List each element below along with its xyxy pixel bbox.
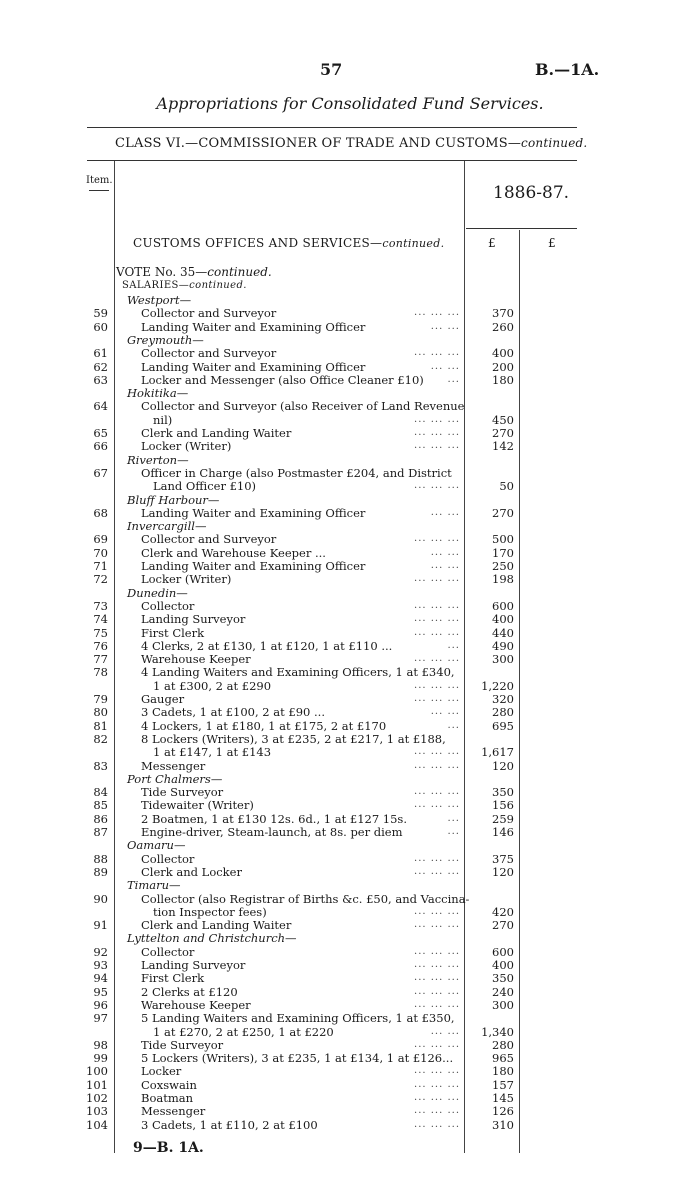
item-description: 8 Lockers (Writers), 3 at £235, 2 at £217, 1 at £188, [141, 731, 446, 746]
item-description: Collector [141, 598, 195, 613]
leader-dots: ... [447, 812, 460, 824]
table-row [0, 1038, 700, 1052]
amount-value: 1,617 [481, 745, 514, 760]
table-row [0, 1104, 700, 1118]
amount-value: 600 [492, 598, 514, 613]
leader-dots: ... ... ... [414, 427, 460, 438]
page-number: 57 [320, 60, 343, 79]
amount-value: 260 [492, 319, 514, 334]
item-number: 88 [93, 851, 108, 866]
item-number: 103 [86, 1104, 108, 1119]
location-heading [0, 838, 700, 852]
table-row [0, 1064, 700, 1078]
item-description: 4 Landing Waiters and Examining Officers, 1 at £340, [141, 665, 455, 680]
leader-dots: ... ... ... [414, 759, 460, 771]
leader-dots: ... [447, 373, 460, 385]
item-description: Locker (Writer) [141, 572, 232, 587]
item-number: 78 [93, 665, 108, 680]
location-name: Bluff Harbour— [127, 492, 220, 507]
amount-value: 146 [492, 825, 514, 839]
amount-value: 180 [492, 372, 514, 387]
pound-sign-col1: £ [488, 236, 496, 250]
item-description: nil) [153, 412, 173, 427]
table-row [0, 732, 700, 746]
leader-dots: ... ... [430, 506, 460, 518]
item-description: Collector and Surveyor [141, 346, 277, 361]
leader-dots: ... ... ... [414, 852, 460, 864]
item-number: 96 [93, 997, 108, 1012]
top-rule [87, 127, 577, 128]
item-description: Clerk and Locker [141, 864, 242, 879]
item-description: First Clerk [141, 971, 205, 986]
item-number: 75 [93, 625, 108, 640]
item-description: Engine-driver, Steam-launch, at 8s. per diem [141, 825, 403, 839]
amount-value: 198 [492, 572, 514, 587]
amount-value: 157 [492, 1077, 514, 1092]
item-description: Coxswain [141, 1077, 197, 1092]
item-description: 4 Clerks, 2 at £130, 1 at £120, 1 at £110 ... [141, 638, 393, 653]
item-description: Collector (also Registrar of Births &c. £50, and Vaccina- [141, 891, 470, 906]
leader-dots: ... ... ... [414, 1065, 460, 1077]
item-description: Locker (Writer) [141, 439, 232, 454]
leader-dots: ... ... ... [414, 613, 460, 625]
amount-value: 170 [492, 545, 514, 560]
item-description: Landing Surveyor [141, 612, 246, 627]
item-number: 67 [93, 465, 108, 480]
amount-value: 370 [492, 306, 514, 321]
table-row [0, 705, 700, 719]
item-description: 1 at £300, 2 at £290 [153, 678, 272, 693]
item-number: 82 [93, 731, 108, 746]
table-row [0, 998, 700, 1012]
leader-dots: ... ... ... [414, 959, 460, 970]
amount-value: 600 [492, 944, 514, 959]
signature-mark: 9—B. 1A. [133, 1140, 204, 1156]
item-description: 2 Boatmen, 1 at £130 12s. 6d., 1 at £127 15s. [141, 811, 407, 826]
item-description: Landing Waiter and Examining Officer [141, 359, 366, 374]
leader-dots: ... ... ... [414, 307, 460, 319]
item-header-underline [89, 190, 109, 191]
item-number: 60 [93, 319, 108, 334]
item-number: 91 [93, 918, 108, 933]
item-number: 73 [93, 598, 108, 613]
item-description: 1 at £147, 1 at £143 [153, 745, 272, 760]
table-row [0, 905, 700, 919]
item-description: Collector and Surveyor [141, 306, 277, 321]
leader-dots: ... ... ... [414, 573, 460, 585]
table-row [0, 1091, 700, 1105]
item-number: 98 [93, 1037, 108, 1052]
item-description: Collector and Surveyor (also Receiver of Land Revenue [141, 399, 465, 414]
table-row [0, 559, 700, 573]
leader-dots: ... ... ... [414, 599, 460, 611]
table-row [0, 373, 700, 387]
amount-value: 500 [492, 532, 514, 547]
table-row [0, 320, 700, 334]
item-description: Messenger [141, 758, 206, 773]
item-number: 68 [93, 505, 108, 520]
amount-value: 280 [492, 1037, 514, 1052]
table-row [0, 479, 700, 493]
item-description: Warehouse Keeper [141, 997, 251, 1012]
leader-dots: ... ... ... [414, 905, 460, 917]
amount-value: 300 [492, 652, 514, 667]
location-heading [0, 333, 700, 347]
amount-value: 1,340 [481, 1024, 514, 1039]
item-description: Gauger [141, 692, 185, 706]
location-heading [0, 931, 700, 945]
amount-value: 259 [492, 811, 514, 826]
location-name: Oamaru— [127, 838, 186, 853]
table-row [0, 852, 700, 866]
table-row [0, 719, 700, 733]
leader-dots: ... ... ... [414, 1078, 460, 1090]
item-number: 69 [93, 532, 108, 547]
item-description: Collector [141, 944, 195, 959]
item-description: tion Inspector fees) [153, 904, 267, 919]
amount-value: 400 [492, 612, 514, 627]
location-name: Timaru— [127, 878, 181, 893]
leader-dots: ... ... ... [414, 746, 460, 758]
item-description: Landing Waiter and Examining Officer [141, 319, 366, 334]
item-description: Landing Waiter and Examining Officer [141, 559, 366, 573]
amount-value: 180 [492, 1064, 514, 1079]
item-number: 79 [93, 692, 108, 706]
item-number: 99 [93, 1051, 108, 1066]
table-row [0, 985, 700, 999]
item-description: Messenger [141, 1104, 206, 1119]
amount-value: 375 [492, 851, 514, 866]
item-number: 101 [86, 1077, 108, 1092]
item-description: Clerk and Warehouse Keeper ... [141, 545, 326, 560]
table-row [0, 798, 700, 812]
leader-dots: ... ... ... [414, 1038, 460, 1050]
table-row [0, 413, 700, 427]
amount-value: 320 [492, 692, 514, 706]
item-description: Land Officer £10) [153, 479, 257, 494]
item-number: 87 [93, 825, 108, 839]
item-column-header: Item. [86, 175, 113, 186]
amount-value: 350 [492, 971, 514, 986]
item-description: Tide Surveyor [141, 785, 224, 800]
location-heading [0, 453, 700, 467]
item-number: 59 [93, 306, 108, 321]
item-number: 76 [93, 638, 108, 653]
class-heading-cont: continued. [521, 136, 588, 150]
item-description: Warehouse Keeper [141, 652, 251, 667]
location-name: Lyttelton and Christchurch— [127, 931, 297, 946]
amount-value: 126 [492, 1104, 514, 1119]
leader-dots: ... ... ... [414, 786, 460, 798]
item-number: 77 [93, 652, 108, 667]
salaries-text: SALARIES— [122, 280, 190, 291]
section-heading [133, 236, 444, 250]
item-number: 97 [93, 1011, 108, 1026]
amount-value: 50 [499, 479, 514, 494]
leader-dots: ... ... ... [414, 799, 460, 811]
item-number: 85 [93, 798, 108, 813]
item-description: Collector and Surveyor [141, 532, 277, 547]
location-name: Greymouth— [127, 332, 204, 347]
table-row [0, 626, 700, 640]
leader-dots: ... ... ... [414, 865, 460, 877]
item-description: Landing Waiter and Examining Officer [141, 505, 366, 520]
item-description: Tidewaiter (Writer) [141, 798, 254, 813]
leader-dots: ... ... [430, 360, 460, 372]
item-description: 2 Clerks at £120 [141, 984, 238, 999]
item-description: Locker [141, 1064, 182, 1079]
document-code: B.—1A. [535, 60, 600, 79]
item-description: Collector [141, 851, 195, 866]
salaries-heading [122, 280, 247, 291]
amount-value: 965 [492, 1051, 514, 1066]
location-heading [0, 519, 700, 533]
table-row [0, 958, 700, 972]
location-heading [0, 493, 700, 507]
vote-heading [116, 265, 272, 279]
leader-dots: ... [447, 719, 460, 731]
year-column-header: 1886-87. [493, 183, 570, 203]
leader-dots: ... ... [430, 320, 460, 332]
table-row [0, 865, 700, 879]
table-row [0, 546, 700, 560]
leader-dots: ... ... ... [414, 653, 460, 665]
location-heading [0, 772, 700, 786]
leader-dots: ... ... ... [414, 919, 460, 931]
section-heading-cont: continued. [382, 237, 445, 250]
item-number: 63 [93, 372, 108, 387]
amount-value: 156 [492, 798, 514, 813]
item-description: 3 Cadets, 1 at £110, 2 at £100 [141, 1117, 318, 1132]
item-description: Boatman [141, 1091, 194, 1105]
item-number: 80 [93, 705, 108, 720]
class-heading-text: CLASS VI.—COMMISSIONER OF TRADE AND CUSTOMS— [115, 136, 522, 151]
amount-value: 200 [492, 359, 514, 374]
location-name: Westport— [127, 293, 192, 307]
item-description: 1 at £270, 2 at £250, 1 at £220 [153, 1024, 334, 1039]
leader-dots: ... ... ... [414, 972, 460, 984]
item-number: 93 [93, 958, 108, 972]
table-row [0, 346, 700, 360]
table-row [0, 971, 700, 985]
leader-dots: ... [447, 639, 460, 651]
amount-value: 1,220 [481, 678, 514, 693]
amount-value: 695 [492, 718, 514, 733]
leader-dots: ... ... ... [414, 413, 460, 425]
leader-dots: ... ... ... [414, 1092, 460, 1103]
item-number: 84 [93, 785, 108, 800]
table-row [0, 360, 700, 374]
table-row [0, 1118, 700, 1132]
location-name: Invercargill— [127, 519, 207, 534]
item-number: 92 [93, 944, 108, 959]
table-row [0, 306, 700, 320]
table-row [0, 945, 700, 959]
item-description: 3 Cadets, 1 at £100, 2 at £90 ... [141, 705, 325, 720]
table-row [0, 639, 700, 653]
item-number: 94 [93, 971, 108, 986]
leader-dots: ... ... ... [414, 533, 460, 545]
amount-value: 450 [492, 412, 514, 427]
section-heading-text: CUSTOMS OFFICES AND SERVICES— [133, 236, 383, 250]
table-row [0, 665, 700, 679]
amount-value: 280 [492, 705, 514, 720]
item-description: Clerk and Landing Waiter [141, 918, 292, 933]
leader-dots: ... ... [430, 560, 460, 571]
table-row [0, 572, 700, 586]
item-description: Clerk and Landing Waiter [141, 426, 292, 440]
amount-value: 310 [492, 1117, 514, 1132]
amount-value: 440 [492, 625, 514, 640]
item-number: 70 [93, 545, 108, 560]
item-number: 104 [86, 1117, 108, 1132]
location-heading [0, 586, 700, 600]
table-row [0, 1078, 700, 1092]
table-row [0, 1011, 700, 1025]
table-row [0, 692, 700, 706]
class-heading [115, 136, 587, 151]
item-number: 90 [93, 891, 108, 906]
vote-cont: continued. [207, 265, 272, 279]
table-row [0, 506, 700, 520]
item-number: 71 [93, 559, 108, 573]
item-number: 66 [93, 439, 108, 454]
leader-dots: ... ... ... [414, 347, 460, 359]
amount-value: 250 [492, 559, 514, 573]
leader-dots: ... ... ... [414, 998, 460, 1010]
location-heading [0, 293, 700, 307]
item-number: 65 [93, 426, 108, 440]
table-row [0, 1051, 700, 1065]
table-row [0, 679, 700, 693]
location-name: Port Chalmers— [127, 771, 223, 786]
item-description: First Clerk [141, 625, 205, 640]
table-row [0, 812, 700, 826]
item-number: 61 [93, 346, 108, 361]
table-row [0, 785, 700, 799]
leader-dots: ... ... ... [414, 1105, 460, 1117]
item-number: 102 [86, 1091, 108, 1105]
table-row [0, 466, 700, 480]
amount-value: 120 [492, 758, 514, 773]
amount-value: 400 [492, 958, 514, 972]
leader-dots: ... ... ... [414, 945, 460, 957]
item-description: Officer in Charge (also Postmaster £204, and District [141, 465, 452, 480]
item-number: 89 [93, 864, 108, 879]
leader-dots: ... ... [430, 706, 460, 718]
pound-sign-col2: £ [548, 236, 556, 250]
amount-value: 400 [492, 346, 514, 361]
amount-value: 270 [492, 505, 514, 520]
table-row [0, 745, 700, 759]
table-row [0, 1025, 700, 1039]
location-heading [0, 878, 700, 892]
location-heading [0, 386, 700, 400]
amount-value: 350 [492, 785, 514, 800]
amount-value: 142 [492, 439, 514, 454]
table-row [0, 825, 700, 839]
item-number: 86 [93, 811, 108, 826]
table-row [0, 439, 700, 453]
item-number: 83 [93, 758, 108, 773]
item-number: 64 [93, 399, 108, 414]
leader-dots: ... ... ... [414, 626, 460, 638]
leader-dots: ... ... ... [414, 480, 460, 492]
item-description: 5 Lockers (Writers), 3 at £235, 1 at £134, 1 at £126... [141, 1051, 454, 1066]
page-title: Appropriations for Consolidated Fund Services. [156, 94, 544, 113]
item-number: 81 [93, 718, 108, 733]
amount-value: 420 [492, 904, 514, 919]
item-number: 100 [86, 1064, 108, 1079]
table-row [0, 759, 700, 773]
table-row [0, 918, 700, 932]
table-row [0, 532, 700, 546]
table-row [0, 612, 700, 626]
year-header-rule [466, 228, 577, 229]
item-description: 5 Landing Waiters and Examining Officers, 1 at £350, [141, 1011, 455, 1026]
item-number: 62 [93, 359, 108, 374]
item-description: Tide Surveyor [141, 1037, 224, 1052]
location-name: Dunedin— [127, 585, 188, 600]
leader-dots: ... [447, 826, 460, 837]
leader-dots: ... ... ... [414, 1118, 460, 1130]
amount-value: 300 [492, 997, 514, 1012]
item-description: Locker and Messenger (also Office Cleaner £10) [141, 372, 424, 387]
item-number: 74 [93, 612, 108, 627]
table-row [0, 652, 700, 666]
item-number: 95 [93, 984, 108, 999]
leader-dots: ... ... [430, 546, 460, 558]
amount-value: 270 [492, 426, 514, 440]
salaries-cont: continued. [189, 280, 247, 291]
leader-dots: ... ... [430, 1025, 460, 1037]
location-name: Hokitika— [127, 386, 189, 401]
table-top-rule [87, 160, 577, 161]
table-row [0, 599, 700, 613]
leader-dots: ... ... ... [414, 679, 460, 691]
amount-value: 270 [492, 918, 514, 933]
item-number: 72 [93, 572, 108, 587]
table-row [0, 426, 700, 440]
amount-value: 145 [492, 1091, 514, 1105]
table-row [0, 399, 700, 413]
amount-value: 120 [492, 864, 514, 879]
location-name: Riverton— [127, 452, 189, 467]
table-row [0, 892, 700, 906]
leader-dots: ... ... ... [414, 693, 460, 704]
item-description: Landing Surveyor [141, 958, 246, 972]
leader-dots: ... ... ... [414, 440, 460, 452]
vote-text: VOTE No. 35— [116, 265, 208, 279]
leader-dots: ... ... ... [414, 985, 460, 997]
amount-value: 490 [492, 638, 514, 653]
item-description: 4 Lockers, 1 at £180, 1 at £175, 2 at £170 [141, 718, 387, 733]
amount-value: 240 [492, 984, 514, 999]
